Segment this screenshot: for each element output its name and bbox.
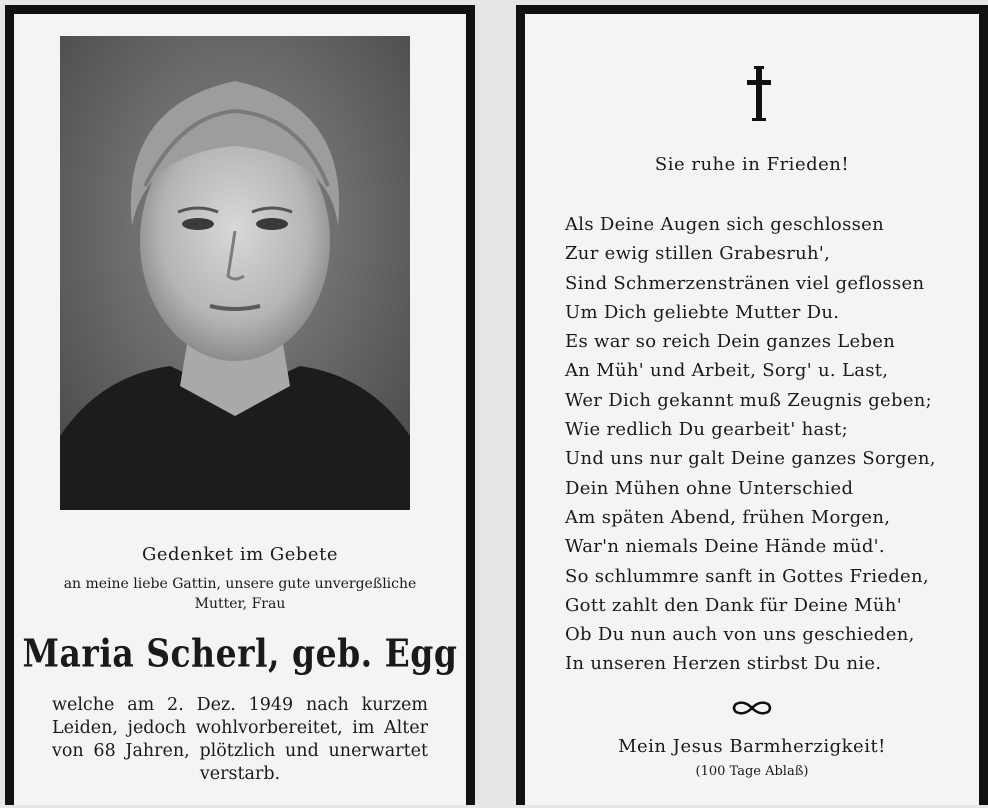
death-notice-text: welche am 2. Dez. 1949 nach kurzem Leiden, jedoch wohlvorbereitet, im Alter von 68 Jahren, plötzlich und unerwartet verstarb. xyxy=(52,695,428,784)
memorial-poem xyxy=(565,210,936,679)
poem-line: Als Deine Augen sich geschlossen xyxy=(565,214,884,235)
poem-line: Es war so reich Dein ganzes Leben xyxy=(565,331,896,353)
portrait-photo xyxy=(60,36,410,510)
poem-line: War'n niemals Deine Hände müd'. xyxy=(565,536,885,558)
poem-line: Am späten Abend, frühen Morgen, xyxy=(565,506,891,528)
poem-line: Zur ewig stillen Grabesruh', xyxy=(565,243,831,265)
poem-line: Wie redlich Du gearbeit' hast; xyxy=(565,419,848,441)
right-memorial-card xyxy=(516,5,988,805)
ornament-icon xyxy=(730,699,774,717)
poem-line: Wer Dich gekannt muß Zeugnis geben; xyxy=(565,389,933,411)
cross-icon xyxy=(745,66,773,122)
poem-line: Und uns nur galt Deine ganzes Sorgen, xyxy=(565,448,936,470)
left-memorial-card xyxy=(5,5,475,805)
poem-line: In unseren Herzen stirbst Du nie. xyxy=(565,653,882,675)
poem-line: An Müh' und Arbeit, Sorg' u. Last, xyxy=(565,360,889,382)
dedication-text: an meine liebe Gattin, unsere gute unvergeßliche Mutter, Frau xyxy=(63,576,417,612)
indulgence-note: (100 Tage Ablaß) xyxy=(695,764,809,779)
deceased-name: Maria Scherl, geb. Egg xyxy=(22,631,458,676)
poem-line: Gott zahlt den Dank für Deine Müh' xyxy=(565,594,902,616)
rip-heading: Sie ruhe in Frieden! xyxy=(654,154,850,175)
poem-line: Um Dich geliebte Mutter Du. xyxy=(565,301,840,323)
portrait-illustration xyxy=(60,36,410,510)
prayer-line: Mein Jesus Barmherzigkeit! xyxy=(618,736,886,757)
poem-line: So schlummre sanft in Gottes Frieden, xyxy=(565,565,929,587)
poem-line: Dein Mühen ohne Unterschied xyxy=(565,477,854,499)
poem-line: Ob Du nun auch von uns geschieden, xyxy=(565,624,915,646)
poem-line: Sind Schmerzenstränen viel geflossen xyxy=(565,272,925,294)
remember-heading: Gedenket im Gebete xyxy=(142,544,338,565)
